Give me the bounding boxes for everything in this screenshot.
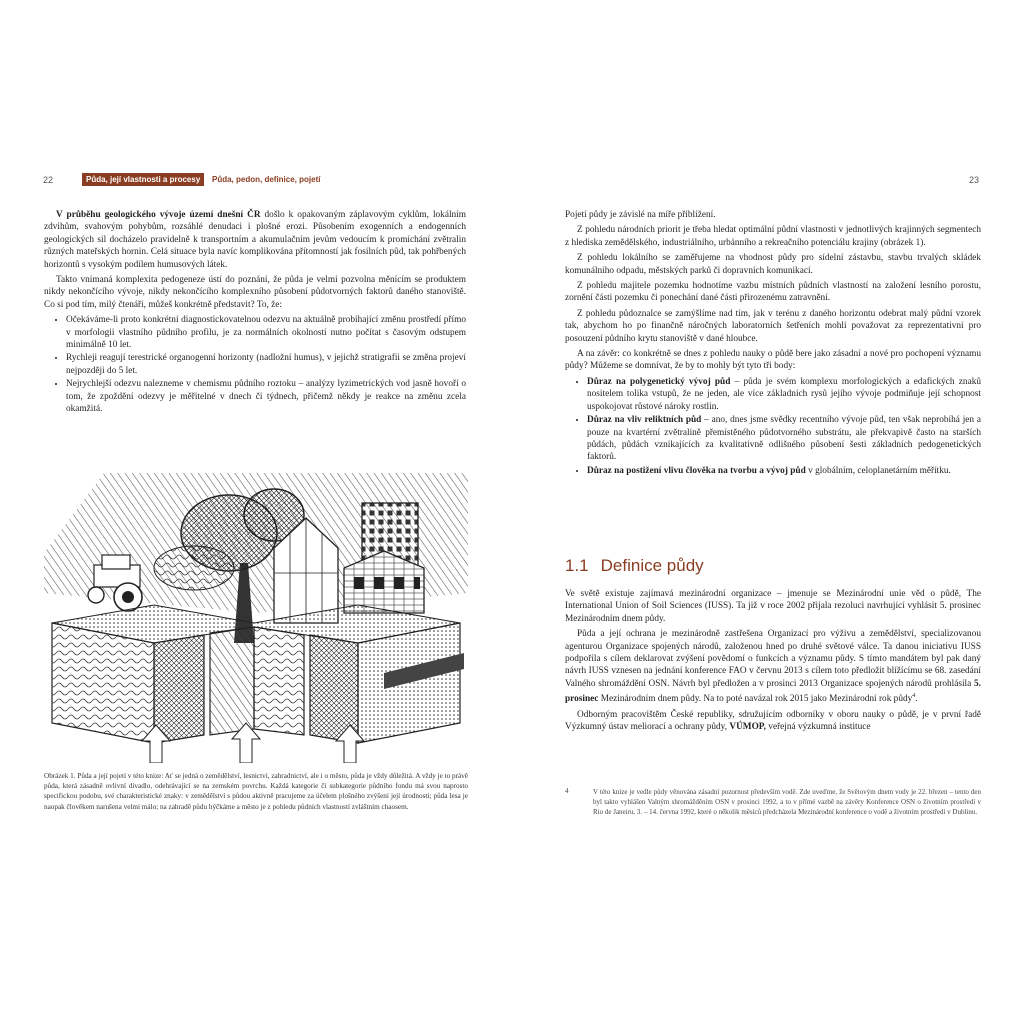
list-item-bold: Důraz na vliv reliktních půd	[587, 415, 702, 426]
section-title: Definice půdy	[600, 556, 704, 575]
section-paragraph-3-bold: VÚMOP,	[729, 722, 766, 733]
section-heading	[565, 556, 704, 576]
right-paragraph-3: Z pohledu lokálního se zaměřujeme na vhodnost půdy pro sídelní zástavbu, stavbu trvalých skládek komunálního odpadu, městských parků či dopravních komunikací.	[565, 253, 981, 276]
left-bullet-list	[44, 314, 466, 415]
list-item: • Nejrychlejší odezvu nalezneme v chemismu půdního roztoku – analýzy lyzimetrických vod jasně hovoří o tom, že zpoždění odezvy je měřitelné v dnech či týdnech, přičemž někdy je reakce na změnu zcela okamžitá.	[66, 378, 466, 415]
section-paragraph-3	[565, 709, 981, 734]
section-paragraph-3-text: Odborným pracovištěm České republiky, sdružujícím odborníky v oboru nauky o půdě, je v první řadě Výzkumný ústav meliorací a ochrany půdy,	[565, 709, 981, 733]
left-paragraph-1-bold: V průběhu geologického vývoje území dnešní ČR	[56, 210, 261, 220]
left-paragraph-1-text: došlo k opakovaným záplavovým cyklům, lokálním zdvihům, svahovým pohybům, rozsáhlé denudaci i plošné erozi. Působením exogenních a endogenních geologických sil docházelo pravidelně k transportním a akumulačním jevům vedoucím k promíchání zvětralin různých mateřských hornin. Celá situace byla navíc komplikována přítomností jak fosilních půd, tak pohřbených horizontů s vysokým podílem humusových látek.	[44, 210, 466, 270]
section-body	[565, 588, 981, 737]
soil-profile-blocks	[52, 605, 464, 743]
figure-caption: Obrázek 1. Půda a její pojetí v této knize: Ať se jedná o zemědělství, lesnictví, zahradnictví, ale i o město, půda je vždy důležitá. A vždy je to právě půda, která zásadně ovlivní divadlo, odehrávající se na zemském povrchu. Každá kategorie či subkategorie půdního fondu má svou naprosto specifickou podobu, své charakteristické znaky: v zemědělství s půdou aktivně pracujeme za účelem plošného zvýšení její úrodnosti; půda lesa je naopak člověkem narušena velmi málo; na zahradě půdu hýčkáme a město je z pohledu půdních vlastností zvláštním chaosem.	[44, 772, 468, 811]
list-item-text: – půda je svém komplexu morfologických a edafických znaků nositelem tolika vstupů, že ne jeden, ale více základních rysů jejího vývoje podmiňuje její schopnost uspokojovat růstové nároky rostlin.	[587, 376, 981, 412]
left-page-number: 22	[43, 175, 54, 185]
list-item	[587, 414, 981, 464]
right-paragraph-1: Pojetí půdy je závislé na míře přiblížení.	[565, 210, 716, 220]
section-paragraph-2-text: Půda a její ochrana je mezinárodně zastřešena Organizací pro výživu a zemědělství, specializovanou agenturou Organizace spojených národů, založenou hned po druhé světové válce. Ta danou iniciativu IUSS podpořila s cílem deklarovat zvýšení povědomí o funkcích a významu půdy. S tímto mandátem byl pak daný návrh IUSS vznesen na jednání konference FAO v červnu 2013 s cílem toto předložit blížícímu se 68. zasedání Valného shromáždění OSN. Návrh byl předložen a v prosinci 2013 Organizace spojených národů prohlásila	[565, 629, 981, 689]
section-paragraph-2-end: .	[915, 694, 918, 705]
section-paragraph-3-text-b: veřejná výzkumná instituce	[765, 722, 871, 733]
right-page-number: 23	[969, 175, 980, 185]
footnote-reference: 4	[912, 693, 916, 700]
left-page-body	[44, 209, 466, 419]
list-item	[587, 376, 981, 413]
left-paragraph-1	[44, 209, 466, 271]
list-item-bold: Důraz na polygenetický vývoj půd	[587, 376, 731, 387]
list-item-text: v globálním, celoplanetárním měřítku.	[805, 465, 951, 476]
section-number: 1.1	[565, 556, 589, 575]
section-paragraph-2-bold: 5. prosinec	[565, 678, 981, 705]
section-paragraph-2-text-b: Mezinárodním dnem půdy. Na to poté navázal rok 2015 jako Mezinárodní rok půdy	[598, 694, 913, 705]
footnote-text: V této knize je vedle půdy věnována zásadní pozornost především vodě. Zde uveďme, že Světovým dnem vody je 22. březen – tento den byl takto vyhlášen Valným shromážděním OSN v prosinci 1992, a to v přímé vazbě na závěry Konference OSN o životním prostředí v Rio de Janeiru, 3. – 14. června 1992, které o několik měsíců předcházela Mezinárodní konference o vodě a životním prostředí v Dublinu.	[593, 788, 981, 816]
section-paragraph-2	[565, 628, 981, 706]
soil-illustration	[44, 473, 468, 763]
right-paragraph-2: Z pohledu národních priorit je třeba hledat optimální půdní vlastnosti v jednotlivých krajinných segmentech z hlediska zemědělského, industriálního, urbánního a rekreačního potenciálu krajiny (obrázek 1).	[565, 225, 981, 248]
left-paragraph-2: Takto vnímaná komplexita pedogeneze ústí do poznání, že půda je velmi pozvolna měnícím se produktem nikdy nekončícího vývoje, nikdy nekončícího komplexního působení půdotvorných faktorů daného stanoviště. Co si pod tím, milý čtenáři, můžeš konkrétně představit? To, že:	[44, 275, 466, 310]
footnote-number: 4	[565, 787, 569, 795]
right-paragraph-6: A na závěr: co konkrétně se dnes z pohledu nauky o půdě bere jako zásadní a nové pro pochopení významu půdy? Můžeme se domnívat, že by to mohly být tyto tři body:	[565, 349, 981, 372]
right-page-body	[565, 209, 981, 480]
list-item: • Očekáváme-li proto konkrétní diagnostickovatelnou odezvu na aktuálně probíhající změnu prostředí přímo v morfologii vlastního půdního profilu, je za normálních okolností nutno počítat s časovým odstupem minimálně 10 let.	[66, 314, 466, 351]
list-item	[587, 465, 981, 477]
right-bullet-list	[565, 376, 981, 477]
right-paragraph-4: Z pohledu majitele pozemku hodnotíme vazbu místních půdních vlastností na založení lesního porostu, zornění části pozemku či ponechání dané části přirozenému zatravnění.	[565, 281, 981, 304]
section-paragraph-1: Ve světě existuje zajímavá mezinárodní organizace – jmenuje se Mezinárodní unie věd o půdě, The International Union of Soil Sciences (IUSS). Ta již v roce 2002 přijala rezoluci navrhující vyhlásit 5. prosinec Mezinárodním dnem půdy.	[565, 589, 981, 624]
right-paragraph-5: Z pohledu půdoznalce se zamýšlíme nad tím, jak v terénu z daného horizontu odebrat malý půdní vzorek tak, abychom ho po finančně náročných laboratorních šetřeních mohli považovat za reprezentativní pro posouzení půdního krytu stanoviště v dané hloubce.	[565, 308, 981, 344]
list-item-bold: Důraz na postižení vlivu člověka na tvorbu a vývoj půd	[587, 465, 806, 476]
list-item: • Rychleji reagují terestrické organogenní horizonty (nadložní humus), v jejichž stratigrafii se změna projeví nejpozději do 5 let.	[66, 352, 466, 377]
section-label: Půda, pedon, definice, pojetí	[212, 175, 321, 184]
chapter-label: Půda, její vlastnosti a procesy	[82, 173, 204, 186]
list-item-text: – ano, dnes jsme svědky recentního vývoje půd, ten však neprobíhá jen a pouze na kvartérní zvětralině přemístěného půdotvorného substrátu, ale překvapivě často na starších půdách, půdách vznikajících za kvalitativně odlišného působení šesti základních pedogenetických faktorů.	[587, 415, 981, 463]
